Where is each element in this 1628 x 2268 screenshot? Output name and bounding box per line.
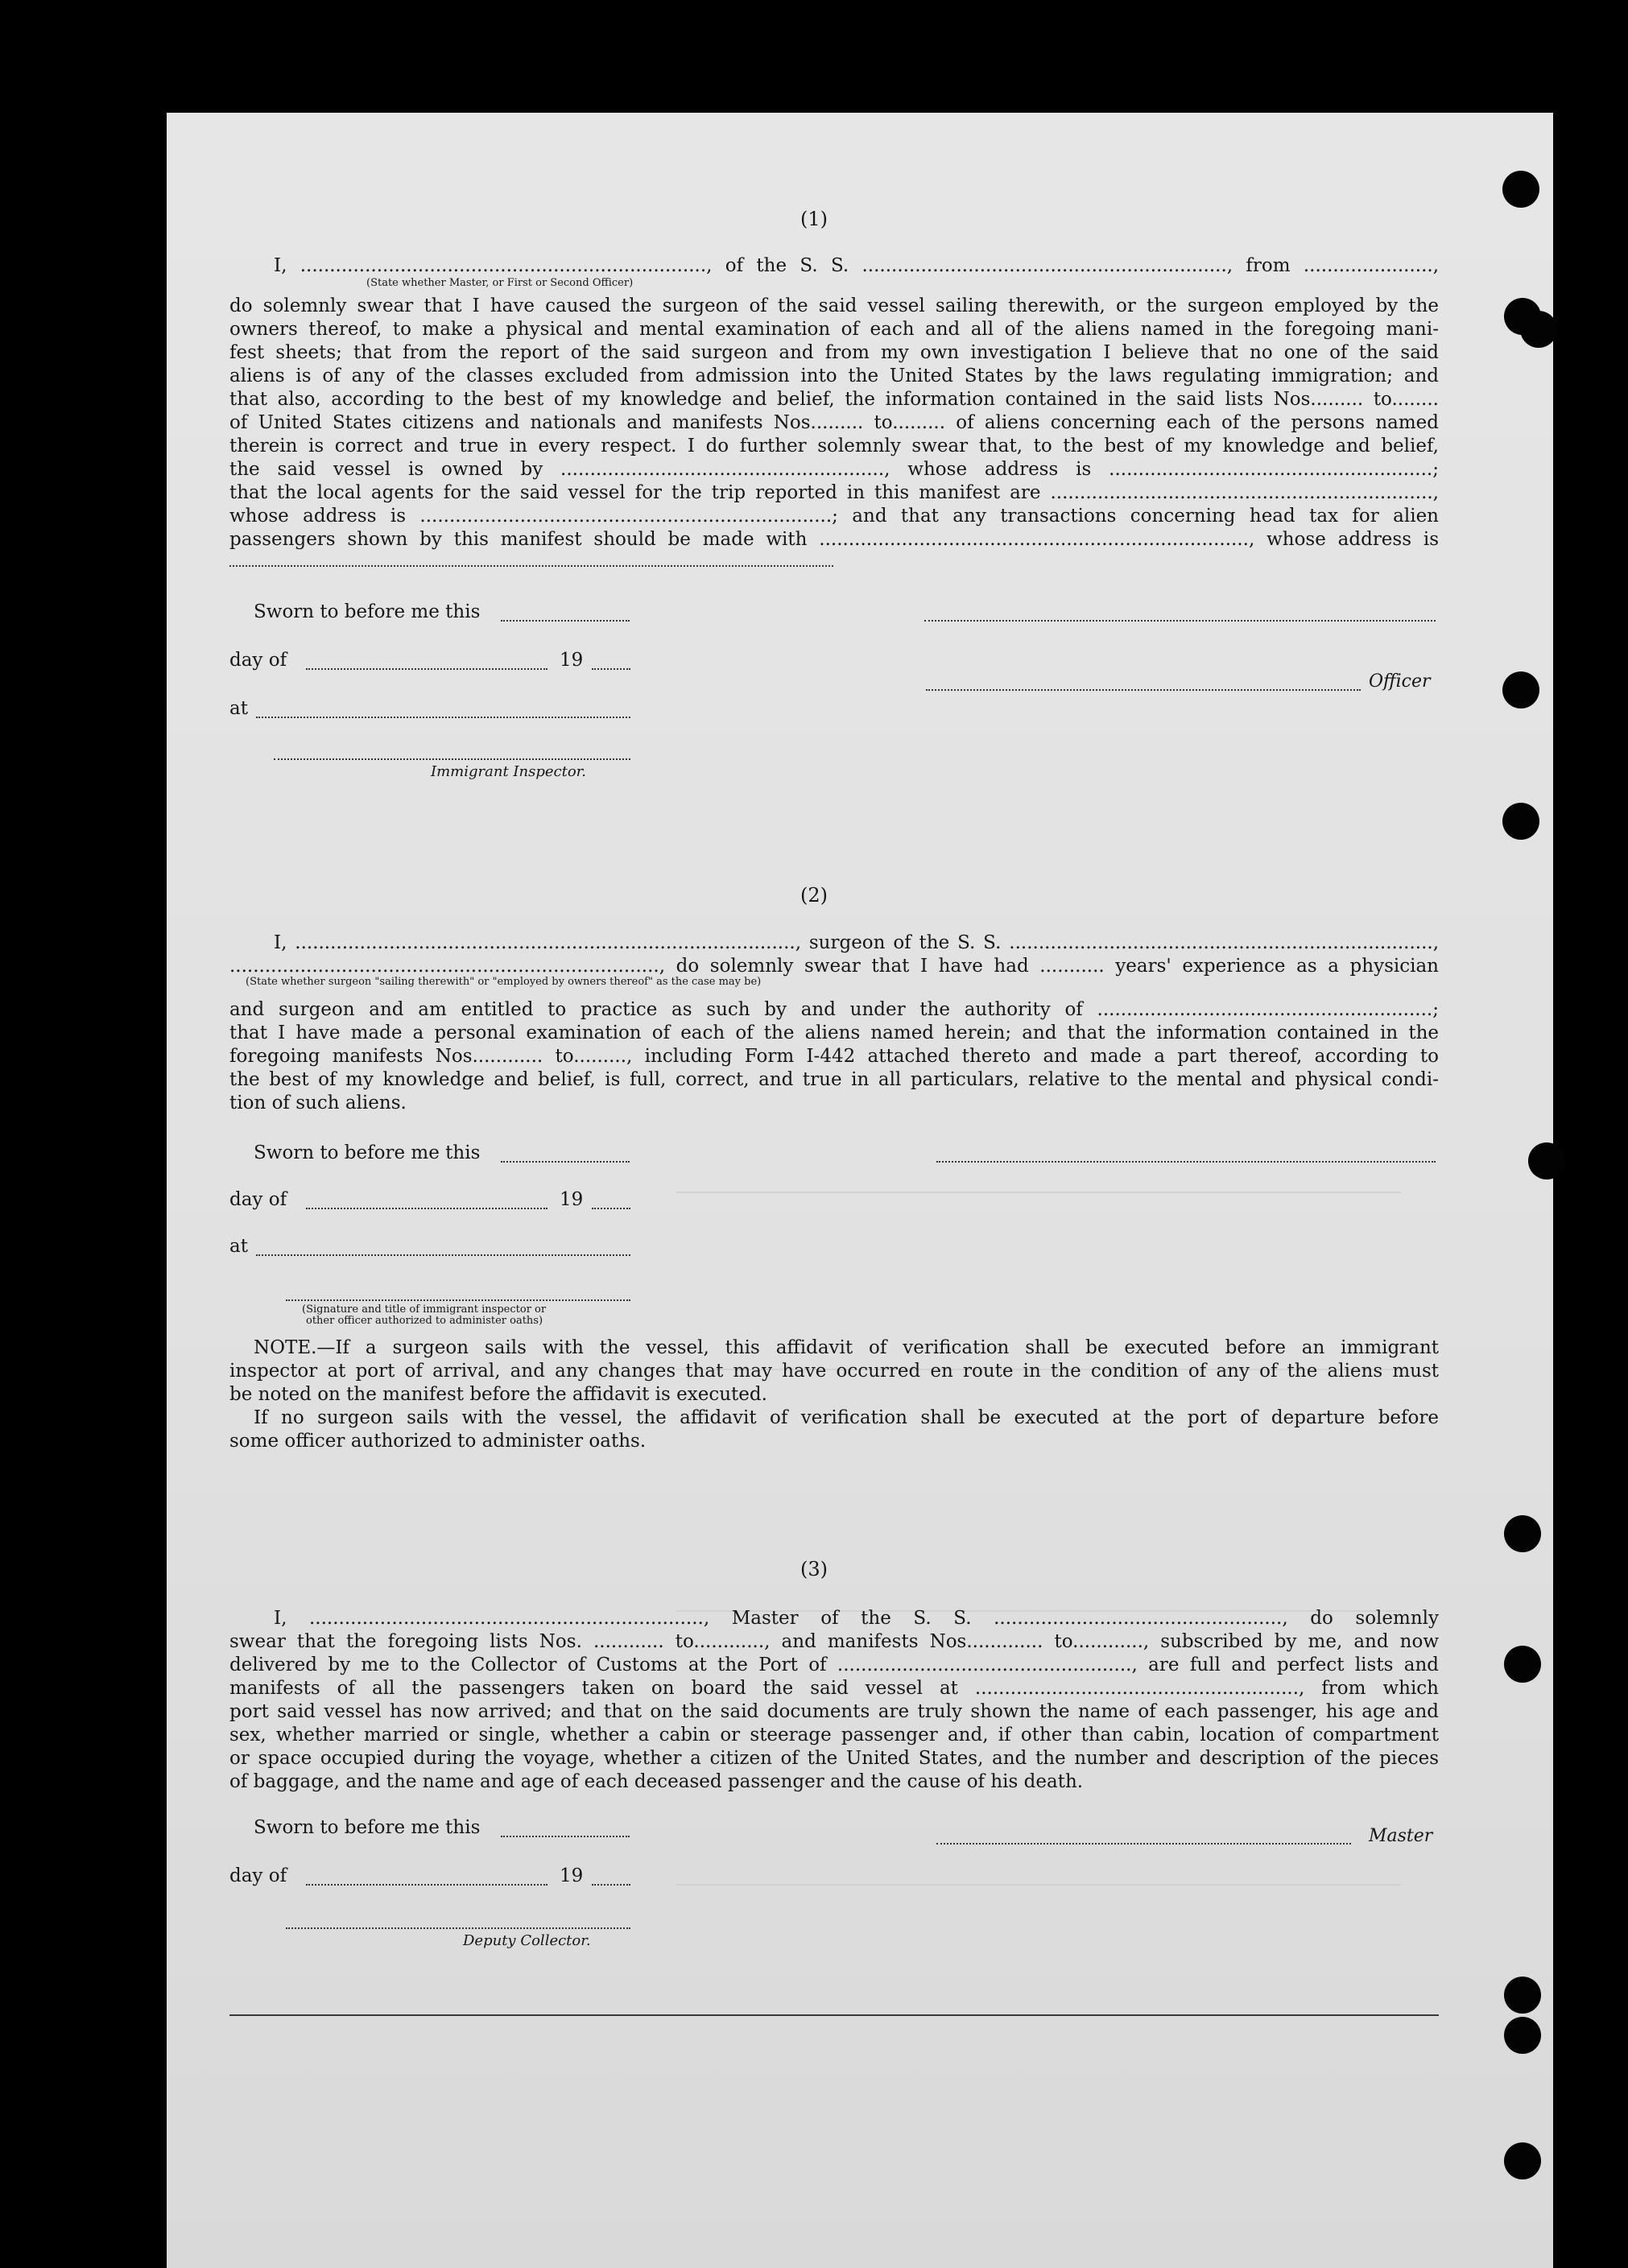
bottom-rule [229,2014,1439,2016]
officer-label: Officer [1369,671,1431,692]
year-label: 19 [560,1189,584,1210]
signature-hint-1: (Signature and title of immigrant inspector or [302,1303,547,1316]
sworn-date-field[interactable] [501,1161,630,1163]
section-1-line: that also, according to the best of my knowledge and belief, the information contained in the said lists Nos......... to........ [229,389,1439,410]
year-label: 19 [560,1865,584,1886]
surgeon-signature-line[interactable] [936,1161,1436,1163]
sworn-date-field[interactable] [501,1836,630,1837]
section-1-line: therein is correct and true in every respect. I do further solemnly swear that, to the best of my knowledge and belief, [229,436,1439,456]
section-1-line: owners thereof, to make a physical and mental examination of each and all of the aliens named in the foregoing mani- [229,319,1439,340]
note-line: inspector at port of arrival, and any changes that may have occurred en route in the condition of any of the aliens must [229,1361,1439,1382]
punch-hole [1528,1142,1565,1179]
punch-hole [1502,803,1539,840]
section-1-line: passengers shown by this manifest should be made with ........................................................................., whose address is [229,529,1439,550]
section-2-number: (2) [800,884,828,907]
section-3-line: manifests of all the passengers taken on board the said vessel at ......................................................., from which [229,1678,1439,1699]
section-1-line: aliens is of any of the classes excluded from admission into the United States by the laws regulating immigration; and [229,366,1439,386]
sworn-label: Sworn to before me this [254,601,481,622]
at-place-field[interactable] [256,717,630,718]
deputy-collector-label: Deputy Collector. [463,1932,591,1949]
day-field[interactable] [306,668,547,670]
sworn-date-field[interactable] [501,620,630,622]
at-place-field[interactable] [256,1254,630,1256]
section-3-line: delivered by me to the Collector of Customs at the Port of .................................................., are full and perfect lists and [229,1655,1439,1675]
section-1-line: fest sheets; that from the report of the said surgeon and from my own investigation I believe that no one of the said [229,342,1439,363]
day-field[interactable] [306,1208,547,1209]
master-signature-line[interactable] [936,1843,1351,1845]
punch-hole [1502,171,1539,208]
section-1-line: whose address is ......................................................................; and that any transactions concerning head tax for alien [229,506,1439,527]
punch-hole [1504,1646,1541,1683]
year-field[interactable] [592,1208,630,1209]
collector-signature-line[interactable] [286,1927,630,1929]
section-2-surgeon-hint: (State whether surgeon "sailing therewith" or "employed by owners thereof" as the case may be) [246,976,762,988]
sworn-label: Sworn to before me this [254,1142,481,1163]
note-line: NOTE.—If a surgeon sails with the vessel, this affidavit of verification shall be executed before an immigrant [254,1337,1439,1358]
day-of-label: day of [229,1865,287,1886]
note-line: be noted on the manifest before the affidavit is executed. [229,1384,767,1405]
immigrant-inspector-label: Immigrant Inspector. [431,763,587,780]
at-label: at [229,698,248,719]
signature-hint-2: other officer authorized to administer oaths) [306,1315,543,1327]
section-2-line: foregoing manifests Nos............ to........., including Form I-442 attached thereto and made a part thereof, according to [229,1046,1439,1067]
address-blank-line[interactable] [229,565,833,567]
sworn-label: Sworn to before me this [254,1817,481,1838]
section-1-line: of United States citizens and nationals and manifests Nos......... to......... of aliens concerning each of the persons named [229,412,1439,433]
section-3-line: sex, whether married or single, whether a cabin or steerage passenger and, if other than cabin, location of compartment [229,1725,1439,1745]
note-line: some officer authorized to administer oaths. [229,1431,647,1452]
section-2-line: I, ....................................................................................., surgeon of the S. S. ........................................................................, [274,932,1439,953]
punch-hole [1504,2017,1541,2054]
section-3-line: or space occupied during the voyage, whether a citizen of the United States, and the number and description of the pieces [229,1748,1439,1769]
section-1-line: the said vessel is owned by ......................................................., whose address is .......................................................; [229,459,1439,480]
officer-signature-line[interactable] [286,1299,630,1301]
section-2-line: that I have made a personal examination of each of the aliens named herein; and that the information contained in the [229,1022,1439,1043]
section-1-line: that the local agents for the said vessel for the trip reported in this manifest are ................................................................., [229,482,1439,503]
at-label: at [229,1236,248,1257]
section-3-line: I, ..................................................................., Master of the S. S. ................................................., do solemnly [274,1608,1439,1629]
section-3-number: (3) [800,1558,828,1580]
officer-signature-line-2[interactable] [926,689,1361,691]
section-2-line: ........................................................................., do solemnly swear that I have had ........... years' experience as a physician [229,956,1439,977]
day-of-label: day of [229,1189,287,1210]
year-field[interactable] [592,1884,630,1886]
section-1-line: I, ....................................................................., of the S. S. .............................................................., from ......................, [274,255,1439,276]
day-of-label: day of [229,650,287,671]
section-1-number: (1) [800,208,828,230]
section-3-line: swear that the foregoing lists Nos. ............ to............, and manifests Nos............. to............, subscribed by me, and now [229,1631,1439,1652]
punch-hole [1504,1977,1541,2014]
master-label: Master [1369,1826,1433,1846]
inspector-signature-line[interactable] [274,758,630,760]
section-3-line: of baggage, and the name and age of each deceased passenger and the cause of his death. [229,1771,1084,1792]
day-field[interactable] [306,1884,547,1886]
section-2-line: and surgeon and am entitled to practice as such by and under the authority of .........................................................; [229,999,1439,1020]
punch-hole [1504,2142,1541,2179]
year-field[interactable] [592,668,630,670]
officer-signature-line-1[interactable] [924,620,1436,622]
year-label: 19 [560,650,584,671]
punch-hole [1504,1515,1541,1552]
note-line: If no surgeon sails with the vessel, the affidavit of verification shall be executed at the port of departure before [254,1407,1439,1428]
section-1-title-hint: (State whether Master, or First or Second Officer) [366,277,634,289]
section-2-line: the best of my knowledge and belief, is full, correct, and true in all particulars, relative to the mental and physical condi- [229,1069,1439,1090]
punch-hole [1502,671,1539,708]
punch-hole [1520,311,1557,348]
section-2-line: tion of such aliens. [229,1093,407,1113]
section-3-line: port said vessel has now arrived; and that on the said documents are truly shown the name of each passenger, his age and [229,1701,1439,1722]
section-1-line: do solemnly swear that I have caused the surgeon of the said vessel sailing therewith, or the surgeon employed by the [229,295,1439,316]
